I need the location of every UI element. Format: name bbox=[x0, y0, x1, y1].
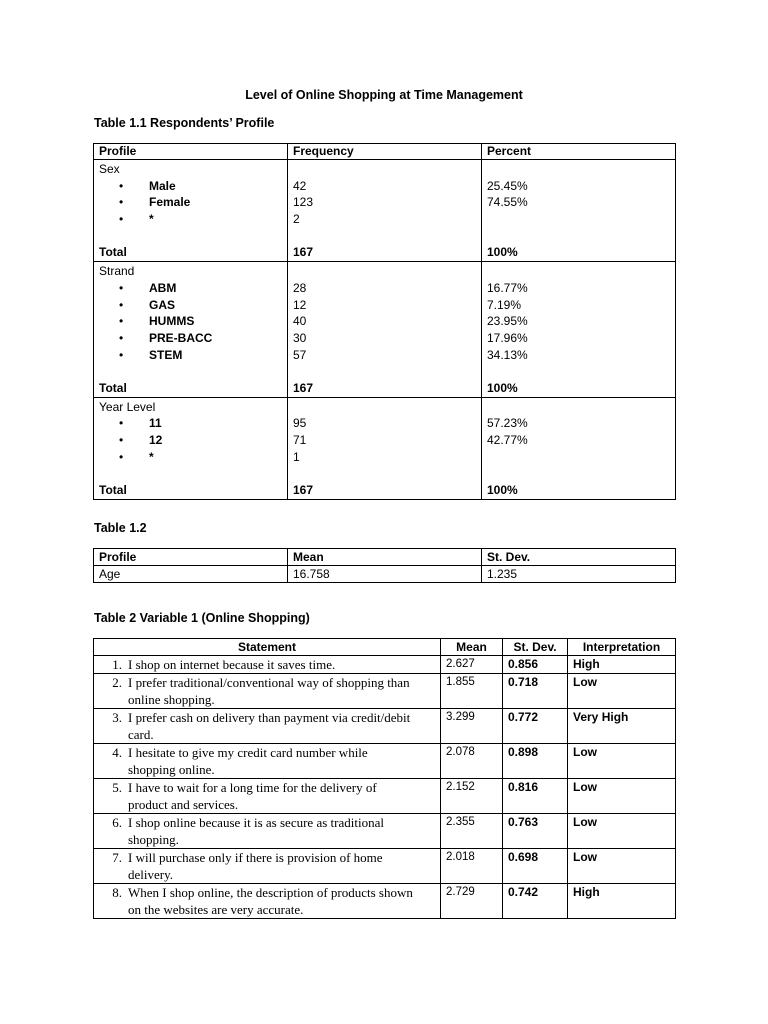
frequency-cell: 95 71 1 167 bbox=[288, 397, 482, 499]
mean-cell: 2.152 bbox=[441, 779, 503, 814]
st-dev-cell: 0.718 bbox=[503, 674, 568, 709]
statement-cell: 1. I shop on internet because it saves time. bbox=[94, 656, 441, 674]
list-item: • 12 bbox=[119, 433, 163, 447]
profile-cell bbox=[94, 397, 288, 499]
table-row bbox=[94, 744, 676, 779]
statement-cell: 8. When I shop online, the description of products shown on the websites are very accurate. bbox=[94, 884, 441, 919]
list-item: • PRE-BACC bbox=[119, 330, 213, 345]
st-dev-cell: 0.772 bbox=[503, 709, 568, 744]
table-header-row bbox=[94, 639, 676, 656]
table-row bbox=[94, 814, 676, 849]
statement-cell: 3. I prefer cash on delivery than payment via credit/debit card. bbox=[94, 709, 441, 744]
age-table bbox=[93, 548, 676, 583]
table-2-caption: Table 2 Variable 1 (Online Shopping) bbox=[94, 611, 310, 625]
mean-cell: 3.299 bbox=[441, 709, 503, 744]
st-dev-cell: 0.856 bbox=[503, 656, 568, 674]
list-item: • Female bbox=[119, 195, 191, 210]
profile-cell bbox=[94, 160, 288, 262]
frequency-cell: 28 12 40 30 57 167 bbox=[288, 262, 482, 398]
mean-cell: 1.855 bbox=[441, 674, 503, 709]
percent-cell: 57.23% 42.77% 100% bbox=[482, 397, 676, 499]
statement-cell: 4. I hesitate to give my credit card number while shopping online. bbox=[94, 744, 441, 779]
list-item: • * bbox=[119, 449, 154, 464]
statement-cell: 2. I prefer traditional/conventional way of shopping than online shopping. bbox=[94, 674, 441, 709]
mean-cell: 2.729 bbox=[441, 884, 503, 919]
interpretation-cell: Very High bbox=[568, 709, 676, 744]
list-item: • GAS bbox=[119, 297, 176, 312]
table-row bbox=[94, 656, 676, 674]
profile-cell: Age bbox=[94, 566, 288, 583]
interpretation-cell: Low bbox=[568, 674, 676, 709]
header-mean: Mean bbox=[441, 639, 503, 656]
profile-cell bbox=[94, 262, 288, 398]
interpretation-cell: Low bbox=[568, 744, 676, 779]
profile-group-sex bbox=[94, 160, 676, 262]
total-frequency: 167 bbox=[293, 245, 314, 260]
total-percent: 100% bbox=[487, 483, 518, 498]
total-label: Total bbox=[99, 483, 127, 498]
total-percent: 100% bbox=[487, 245, 518, 260]
interpretation-cell: Low bbox=[568, 779, 676, 814]
group-name: Strand bbox=[99, 264, 135, 279]
table-row bbox=[94, 884, 676, 919]
total-frequency: 167 bbox=[293, 380, 314, 395]
profile-group-year-level bbox=[94, 397, 676, 499]
table-row bbox=[94, 674, 676, 709]
header-profile: Profile bbox=[94, 549, 288, 566]
st-dev-cell: 0.742 bbox=[503, 884, 568, 919]
respondents-profile-table bbox=[93, 143, 676, 500]
mean-cell: 16.758 bbox=[288, 566, 482, 583]
frequency-cell: 42 123 2 167 bbox=[288, 160, 482, 262]
table-1-1-caption: Table 1.1 Respondents’ Profile bbox=[94, 116, 275, 130]
mean-cell: 2.078 bbox=[441, 744, 503, 779]
total-frequency: 167 bbox=[293, 483, 314, 498]
st-dev-cell: 0.816 bbox=[503, 779, 568, 814]
header-st-dev: St. Dev. bbox=[482, 549, 676, 566]
interpretation-cell: Low bbox=[568, 849, 676, 884]
total-label: Total bbox=[99, 380, 127, 395]
group-name: Sex bbox=[99, 162, 120, 176]
header-st-dev: St. Dev. bbox=[503, 639, 568, 656]
total-percent: 100% bbox=[487, 380, 518, 395]
interpretation-cell: High bbox=[568, 656, 676, 674]
mean-cell: 2.627 bbox=[441, 656, 503, 674]
st-dev-cell: 1.235 bbox=[482, 566, 676, 583]
header-interpretation: Interpretation bbox=[568, 639, 676, 656]
st-dev-cell: 0.763 bbox=[503, 814, 568, 849]
statement-cell: 6. I shop online because it is as secure as traditional shopping. bbox=[94, 814, 441, 849]
online-shopping-table bbox=[93, 638, 676, 919]
header-frequency: Frequency bbox=[288, 144, 482, 160]
total-label: Total bbox=[99, 245, 127, 260]
interpretation-cell: Low bbox=[568, 814, 676, 849]
percent-cell: 16.77% 7.19% 23.95% 17.96% 34.13% 100% bbox=[482, 262, 676, 398]
header-profile: Profile bbox=[94, 144, 288, 160]
table-row bbox=[94, 779, 676, 814]
list-item: • STEM bbox=[119, 347, 183, 362]
header-mean: Mean bbox=[288, 549, 482, 566]
mean-cell: 2.018 bbox=[441, 849, 503, 884]
profile-group-strand bbox=[94, 262, 676, 398]
list-item: • * bbox=[119, 212, 154, 227]
statement-cell: 5. I have to wait for a long time for the delivery of product and services. bbox=[94, 779, 441, 814]
page-title: Level of Online Shopping at Time Management bbox=[245, 88, 523, 102]
interpretation-cell: High bbox=[568, 884, 676, 919]
table-row bbox=[94, 709, 676, 744]
table-header-row bbox=[94, 549, 676, 566]
percent-cell: 25.45% 74.55% 100% bbox=[482, 160, 676, 262]
list-item: • HUMMS bbox=[119, 314, 195, 329]
table-row bbox=[94, 566, 676, 583]
table-header-row bbox=[94, 144, 676, 160]
header-statement: Statement bbox=[94, 639, 441, 656]
list-item: • ABM bbox=[119, 280, 177, 295]
table-row bbox=[94, 849, 676, 884]
header-percent: Percent bbox=[482, 144, 676, 160]
list-item: • 11 bbox=[119, 416, 162, 431]
group-name: Year Level bbox=[99, 399, 156, 414]
statement-cell: 7. I will purchase only if there is provision of home delivery. bbox=[94, 849, 441, 884]
st-dev-cell: 0.898 bbox=[503, 744, 568, 779]
list-item: • Male bbox=[119, 178, 176, 193]
st-dev-cell: 0.698 bbox=[503, 849, 568, 884]
table-1-2-caption: Table 1.2 bbox=[94, 521, 147, 535]
mean-cell: 2.355 bbox=[441, 814, 503, 849]
